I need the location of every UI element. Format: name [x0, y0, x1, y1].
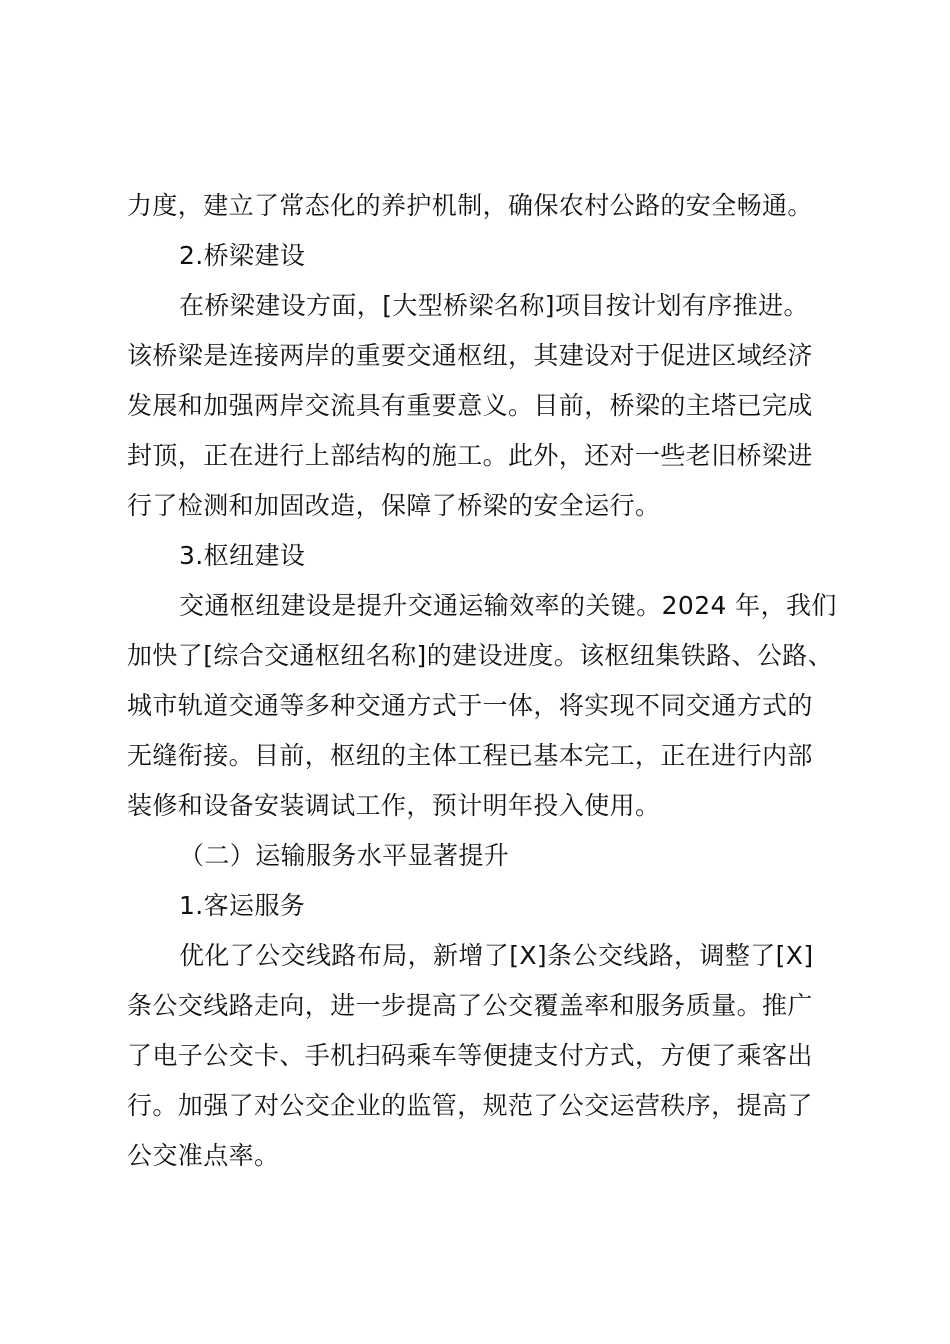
paragraph-line: 加快了[综合交通枢纽名称]的建设进度。该枢纽集铁路、公路、 — [127, 641, 834, 670]
paragraph-line: 条公交线路走向，进一步提高了公交覆盖率和服务质量。推广 — [127, 991, 813, 1020]
paragraph-line: 公交准点率。 — [127, 1141, 280, 1170]
paragraph-line: 优化了公交线路布局，新增了[X]条公交线路，调整了[X] — [179, 941, 814, 970]
section-heading-hub: 3.枢纽建设 — [179, 541, 306, 570]
paragraph-line: 行。加强了对公交企业的监管，规范了公交运营秩序，提高了 — [127, 1091, 813, 1120]
paragraph-line: 在桥梁建设方面，[大型桥梁名称]项目按计划有序推进。 — [179, 291, 809, 320]
document-body — [127, 181, 837, 1181]
paragraph-line: 了电子公交卡、手机扫码乘车等便捷支付方式，方便了乘客出 — [127, 1041, 813, 1070]
section-heading-bridge: 2.桥梁建设 — [179, 241, 306, 270]
paragraph-line: 发展和加强两岸交流具有重要意义。目前，桥梁的主塔已完成 — [127, 391, 813, 420]
paragraph-line: 该桥梁是连接两岸的重要交通枢纽，其建设对于促进区域经济 — [127, 341, 813, 370]
paragraph-line: 行了检测和加固改造，保障了桥梁的安全运行。 — [127, 491, 661, 520]
paragraph-line: 封顶，正在进行上部结构的施工。此外，还对一些老旧桥梁进 — [127, 441, 813, 470]
section-heading-transport-service: （二）运输服务水平显著提升 — [179, 841, 510, 870]
paragraph-line: 交通枢纽建设是提升交通运输效率的关键。2024 年，我们 — [179, 591, 837, 620]
paragraph-line: 城市轨道交通等多种交通方式于一体，将实现不同交通方式的 — [127, 691, 813, 720]
paragraph-line: 装修和设备安装调试工作，预计明年投入使用。 — [127, 791, 661, 820]
paragraph-line: 力度，建立了常态化的养护机制，确保农村公路的安全畅通。 — [127, 191, 813, 220]
paragraph-line: 无缝衔接。目前，枢纽的主体工程已基本完工，正在进行内部 — [127, 741, 813, 770]
section-heading-passenger-service: 1.客运服务 — [179, 891, 306, 920]
